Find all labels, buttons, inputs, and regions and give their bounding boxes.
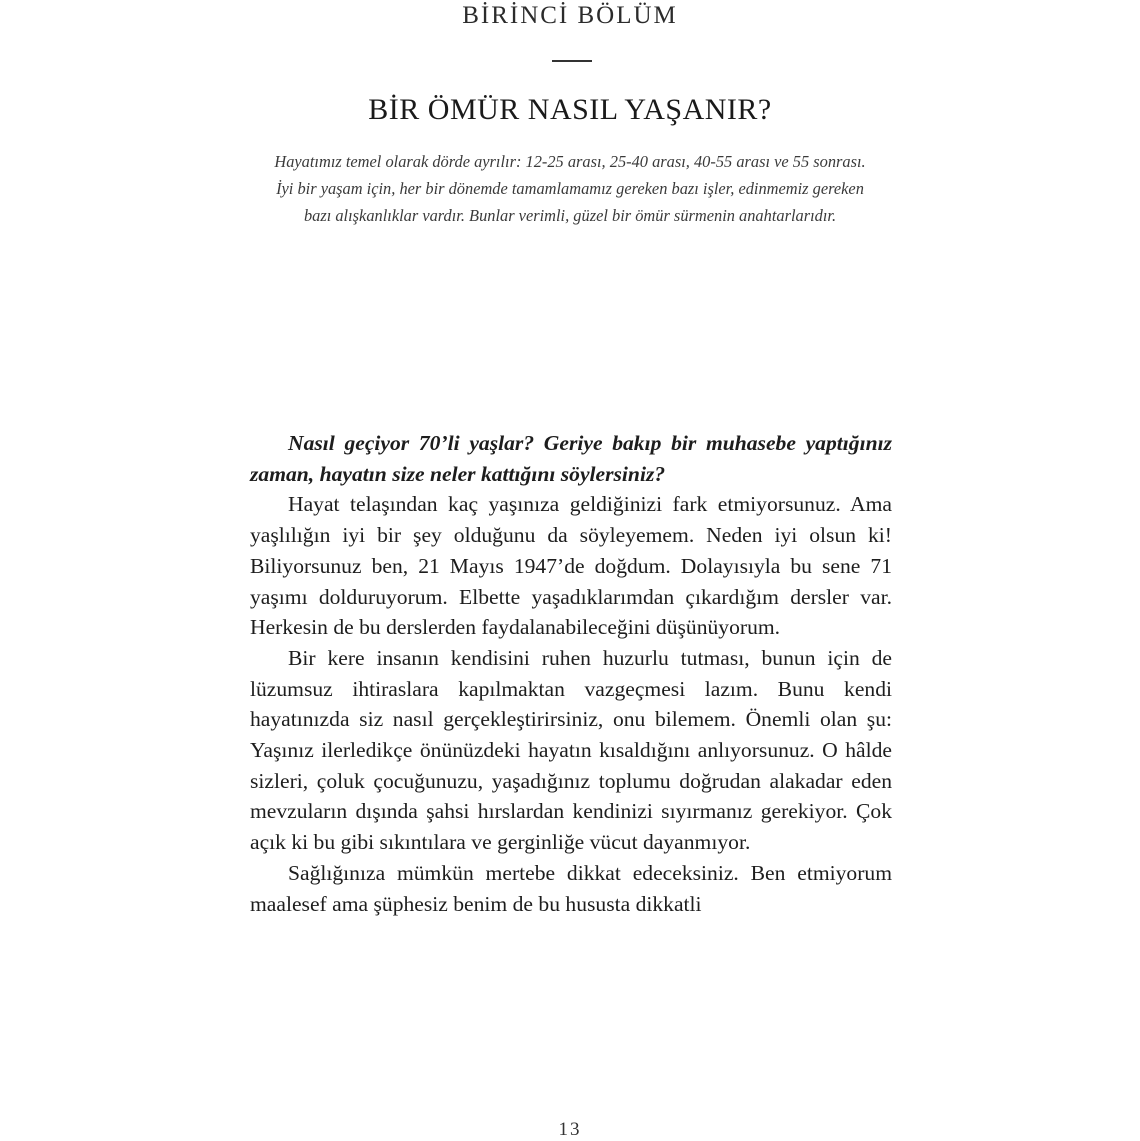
chapter-title: BİR ÖMÜR NASIL YAŞANIR? <box>368 93 772 126</box>
paragraph: Bir kere insanın kendisini ruhen huzurlu tutması, bunun için de lüzumsuz ihtiraslara kapılmaktan vazgeçmesi lazım. Bunu kendi hayatınızda siz nasıl gerçekleştirirsiniz, onu bilemem. Önemli olan şu: Yaşınız ilerledikçe önünüzdeki hayatın kısaldığını anlıyorsunuz. O hâlde sizleri, çoluk çocuğunuzu, yaşadığınız toplumu doğrudan alakadar eden mevzuların dışında şahsi hırslardan kendinizi sıyırmanız gerekiyor. Çok açık ki bu gibi sıkıntılara ve gerginliğe vücut dayanmıyor. <box>250 645 892 855</box>
chapter-label: BİRİNCİ BÖLÜM <box>462 2 678 29</box>
title-divider <box>552 60 592 62</box>
interview-question: Nasıl geçiyor 70’li yaşlar? Geriye bakıp bir muhasebe yaptığınız zaman, hayatın size neler kattığını söylersiniz? <box>250 431 892 486</box>
body-text <box>250 428 892 919</box>
chapter-epigraph: Hayatımız temel olarak dörde ayrılır: 12-25 arası, 25-40 arası, 40-55 arası ve 55 sonrası. İyi bir yaşam için, her bir dönemde tamamlamamız gereken bazı işler, edinmemiz gereken bazı alışkanlıklar vardır. Bunlar verimli, güzel bir ömür sürmenin anahtarlarıdır. <box>274 152 866 225</box>
page-number: 13 <box>558 1119 582 1140</box>
paragraph: Sağlığınıza mümkün mertebe dikkat edeceksiniz. Ben etmiyorum maalesef ama şüphesiz benim de bu hususta dikkatli <box>250 860 892 916</box>
paragraph: Hayat telaşından kaç yaşınıza geldiğinizi fark etmiyorsunuz. Ama yaşlılığın iyi bir şey olduğunu da söyleyemem. Neden iyi olsun ki! Biliyorsunuz ben, 21 Mayıs 1947’de doğdum. Dolayısıyla bu sene 71 yaşımı dolduruyorum. Elbette yaşadıklarımdan çıkardığım dersler var. Herkesin de bu derslerden faydalanabileceğini düşünüyorum. <box>250 492 892 640</box>
